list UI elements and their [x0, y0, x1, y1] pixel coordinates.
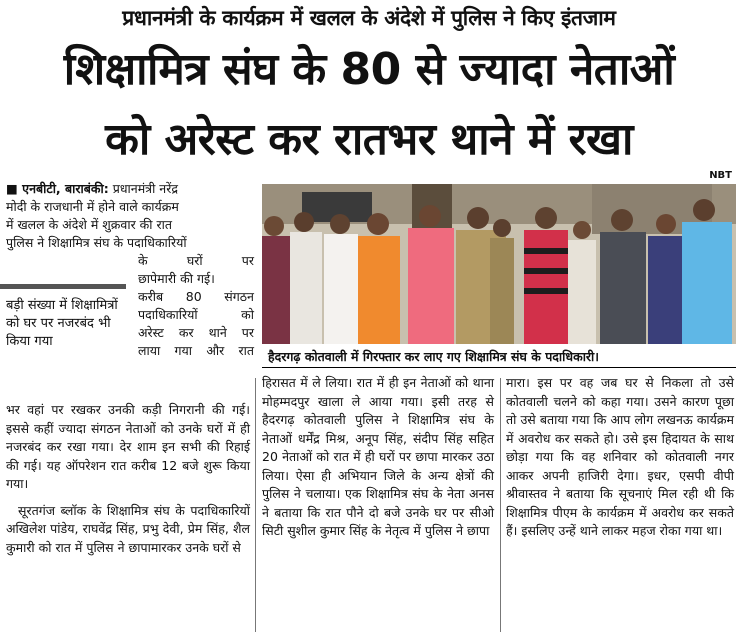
- headline-line-1: शिक्षामित्र संघ के 80 से ज्यादा नेताओं: [63, 44, 675, 95]
- kicker-headline: प्रधानमंत्री के कार्यक्रम में खलल के अंदेशे में पुलिस ने किए इंतजाम: [122, 6, 616, 30]
- headline-line-2: को अरेस्ट कर रातभर थाने में रखा: [105, 114, 633, 165]
- column-divider-2: [500, 378, 501, 632]
- bullet-square-icon: ■: [6, 181, 23, 196]
- lead-paragraph-narrow: [138, 252, 254, 360]
- column-1-para-2: सूरतगंज ब्लॉक के शिक्षामित्र संघ के पदाधिकारियों अखिलेश पांडेय, राघवेंद्र सिंह, प्रभु देवी, प्रेम सिंह, शैल कुमारी को रात में पुलिस ने छापामारकर उनके घरों से: [6, 502, 250, 555]
- column-1-para-1: भर वहां पर रखकर उनकी कड़ी निगरानी की गई। इससे कहीं ज्यादा संगठन नेताओं को उनके घरों में ही नजरबंद कर रखा गया। देर शाम इन सभी की रिहाई की गई। यह ऑपरेशन रात करीब 12 बजे शुरू किया गया।: [6, 402, 250, 491]
- dateline: एनबीटी, बाराबंकी:: [22, 181, 109, 196]
- lead-narrow-4: पदाधिकारियों को: [138, 307, 254, 322]
- lead-narrow-6: लाया गया और रात: [138, 343, 254, 358]
- column-3-text: मारा। इस पर वह जब घर से निकला तो उसे कोतवाली चलने को कहा गया। उसने कारण पूछा तो उसे बताया गया कि आप लोग लखनऊ कार्यक्रम में अवरोध कर सकते हो। उसे इस हिदायत के साथ छोड़ा गया कि वह शनिवार को कोतवाली नगर आकर अपनी हाजिरी देगा। इधर, एसपी वीपी श्रीवास्तव ने बताया कि सूचनाएं मिल रही थी कि शिक्षामित्र पीएम के कार्यक्रम में अवरोध कर सकते हैं। इसलिए उन्हें थाने लाकर महज रोका गया था।: [506, 375, 734, 538]
- column-1: [6, 401, 250, 557]
- lead-line-3: में खलल के अंदेशे में शुक्रवार की रात: [6, 217, 172, 232]
- lead-narrow-2: छापेमारी की गई।: [138, 271, 215, 286]
- column-2-text: हिरासत में ले लिया। रात में ही इन नेताओं को थाना मोहम्मदपुर खाला ले आया गया। इसी तरह से हैदरगढ़ कोतवाली पुलिस ने शिक्षामित्र संघ के नेताओं धर्मेंद्र मिश्र, अनूप सिंह, संदीप सिंह सहित 20 नेताओं को रात में ही घरों पर छापा मारकर उठा लिया। ऐसा ही अभियान जिले के अन्य क्षेत्रों की पुलिस ने चलाया। एक शिक्षामित्र संघ के नेता अनस ने बताया कि रात पौने दो बजे उनके घर पर सीओ सिटी सुशील कुमार सिंह के नेतृत्व में पुलिस ने छापा: [262, 375, 494, 538]
- column-divider-1: [255, 378, 256, 632]
- column-2: [262, 374, 494, 541]
- news-photo: [262, 184, 736, 344]
- lead-line-1: प्रधानमंत्री नरेंद्र: [112, 181, 178, 196]
- column-3: [506, 374, 734, 541]
- lead-narrow-1: के घरों पर: [138, 253, 254, 268]
- lead-line-2: मोदी के राजधानी में होने वाले कार्यक्रम: [6, 199, 179, 214]
- photo-caption: हैदरगढ़ कोतवाली में गिरफ्तार कर लाए गए शिक्षामित्र संघ के पदाधिकारी।: [262, 344, 736, 368]
- lead-narrow-3: करीब 80 संगठन: [138, 289, 254, 304]
- lead-narrow-5: अरेस्ट कर थाने पर: [138, 325, 254, 340]
- pullquote: बड़ी संख्या में शिक्षामित्रों को घर पर नजरबंद भी किया गया: [0, 284, 126, 382]
- lead-paragraph-top: [6, 180, 254, 252]
- source-credit: NBT: [709, 170, 732, 181]
- lead-line-4: पुलिस ने शिक्षामित्र संघ के पदाधिकारियों: [6, 235, 187, 250]
